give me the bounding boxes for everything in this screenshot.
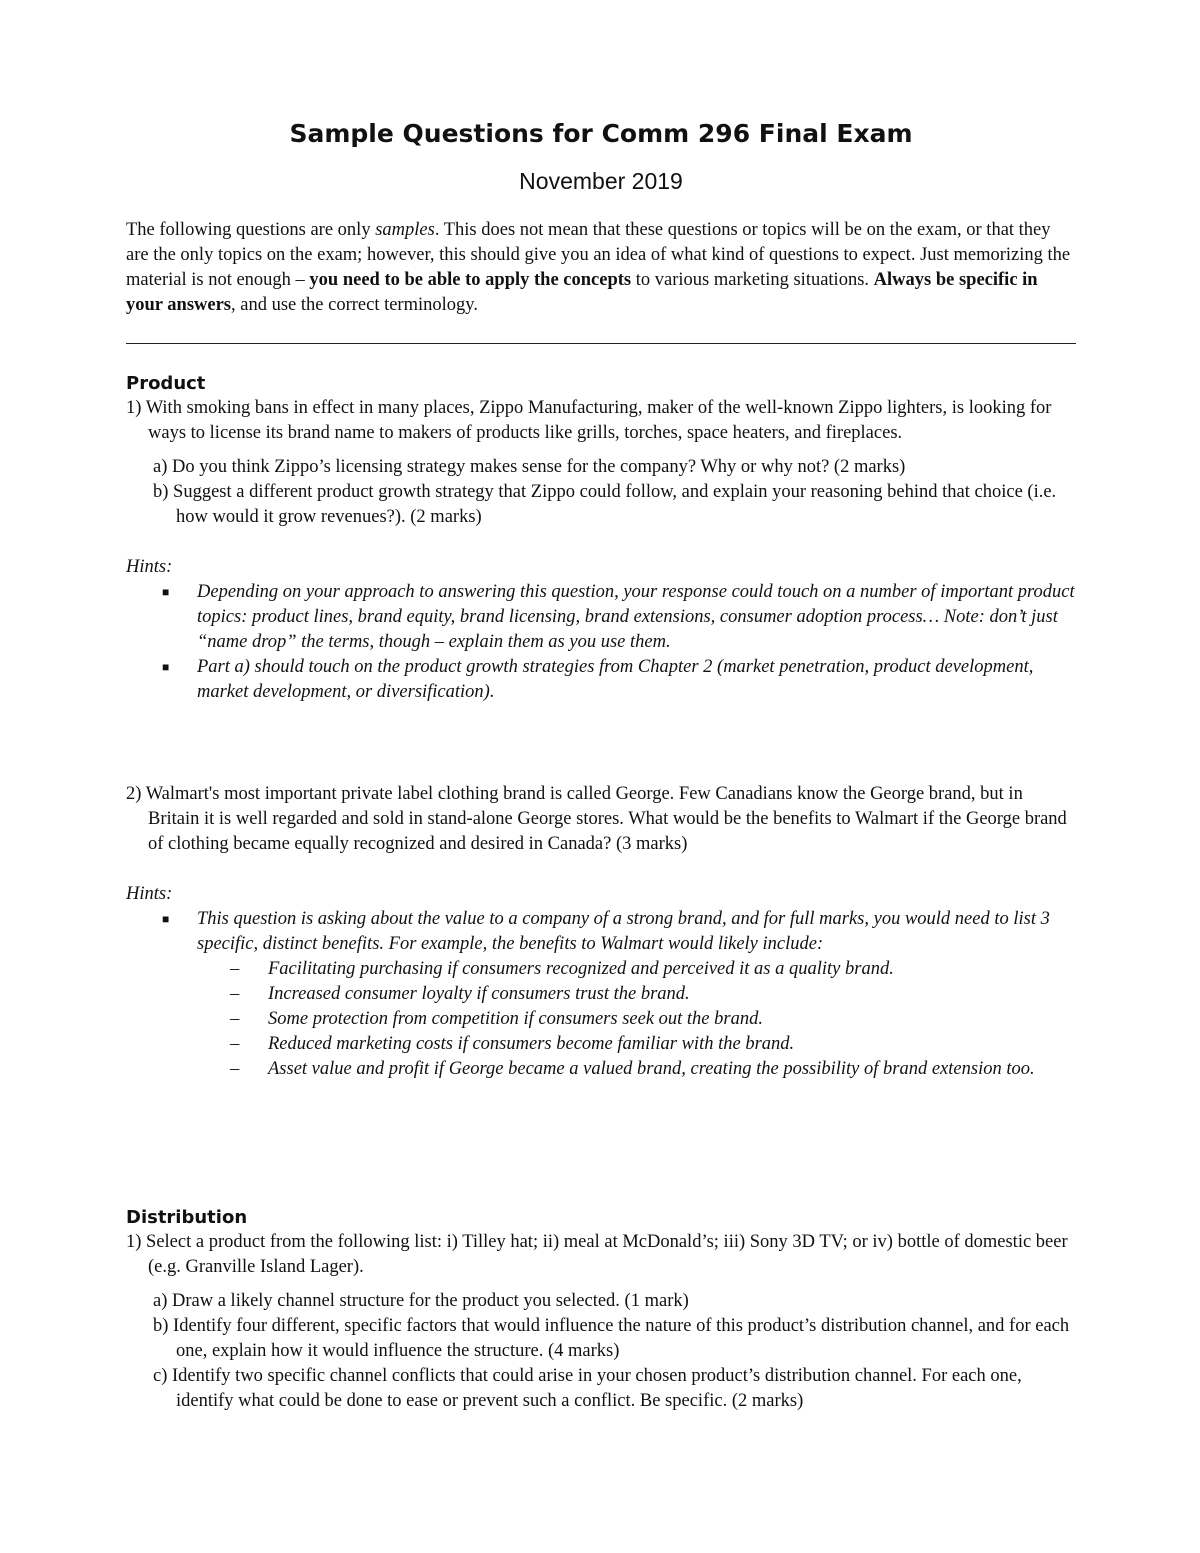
bullet-icon: ■	[162, 660, 170, 674]
benefits-list	[126, 957, 1076, 1082]
bullet-icon: ■	[162, 912, 170, 926]
hint-text: Depending on your approach to answering this question, your response could touch on a number of important product topics: product lines, brand equity, brand licensing, brand extensions, consumer adoption process… Note: don’t just “name drop” the terms, though – explain them as you use them.	[197, 582, 1075, 652]
benefit-item	[126, 957, 1076, 982]
benefit-text: Facilitating purchasing if consumers recognized and perceived it as a quality brand.	[268, 959, 894, 979]
section-heading-distribution: Distribution	[126, 1207, 248, 1228]
benefit-item	[126, 1007, 1076, 1032]
product-question-2-block	[126, 782, 1076, 1082]
hint-item	[126, 580, 1076, 655]
document-date: November 2019	[519, 168, 683, 194]
distribution-section	[126, 1205, 1076, 1414]
benefit-text: Increased consumer loyalty if consumers trust the brand.	[268, 984, 690, 1004]
benefit-item	[126, 1032, 1076, 1057]
dash-icon: –	[230, 1059, 240, 1079]
intro-text: The following questions are only	[126, 220, 376, 240]
hint-text: This question is asking about the value to a company of a strong brand, and for full marks, you would need to list 3 specific, distinct benefits. For example, the benefits to Walmart would likely include:	[197, 909, 1050, 954]
dash-icon: –	[230, 959, 240, 979]
hints-label: Hints:	[126, 884, 173, 904]
benefit-item	[126, 1057, 1076, 1082]
intro-bold: Always be specific in your answers	[126, 270, 1038, 315]
dash-icon: –	[230, 984, 240, 1004]
product-question-1b: b) Suggest a different product growth strategy that Zippo could follow, and explain your reasoning behind that choice (i.e. how would it grow revenues?). (2 marks)	[153, 482, 1057, 527]
benefit-text: Asset value and profit if George became a valued brand, creating the possibility of brand extension too.	[268, 1059, 1035, 1079]
dash-icon: –	[230, 1034, 240, 1054]
distribution-question-1: 1) Select a product from the following list: i) Tilley hat; ii) meal at McDonald’s; iii) Sony 3D TV; or iv) bottle of domestic beer (e.g. Granville Island Lager).	[126, 1232, 1068, 1277]
product-question-1: 1) With smoking bans in effect in many places, Zippo Manufacturing, maker of the well-known Zippo lighters, is looking for ways to license its brand name to makers of products like grills, torches, space heaters, and fireplaces.	[126, 398, 1052, 443]
section-heading-product: Product	[126, 373, 206, 394]
intro-bold: you need to be able to apply the concepts	[309, 270, 632, 290]
distribution-question-1c: c) Identify two specific channel conflicts that could arise in your chosen product’s distribution channel. For each one, identify what could be done to ease or prevent such a conflict. Be specific. (2 marks)	[153, 1366, 1022, 1411]
intro-text: . This does not mean that these questions or topics will be on the exam, or that they are the only topics on the exam; however, this should give you an idea of what kind of questions to expect. Just memorizing the material is not enough –	[126, 220, 1071, 290]
product-section	[126, 371, 1076, 705]
product-question-2: 2) Walmart's most important private label clothing brand is called George. Few Canadians know the George brand, but in Britain it is well regarded and sold in stand-alone George stores. What would be the benefits to Walmart if the George brand of clothing became equally recognized and desired in Canada? (3 marks)	[126, 784, 1067, 854]
hints-list	[126, 907, 1076, 957]
intro-paragraph	[126, 218, 1076, 318]
dash-icon: –	[230, 1009, 240, 1029]
intro-text: , and use the correct terminology.	[231, 295, 478, 315]
hints-list	[126, 580, 1076, 705]
benefit-text: Reduced marketing costs if consumers become familiar with the brand.	[268, 1034, 795, 1054]
bullet-icon: ■	[162, 585, 170, 599]
benefit-text: Some protection from competition if consumers seek out the brand.	[268, 1009, 763, 1029]
section-divider	[126, 343, 1076, 344]
intro-text: to various marketing situations.	[631, 270, 874, 290]
distribution-question-1b: b) Identify four different, specific factors that would influence the nature of this product’s distribution channel, and for each one, explain how it would influence the structure. (4 marks)	[153, 1316, 1070, 1361]
hint-item	[126, 907, 1076, 957]
hint-text: Part a) should touch on the product growth strategies from Chapter 2 (market penetration, product development, market development, or diversification).	[197, 657, 1034, 702]
benefit-item	[126, 982, 1076, 1007]
hints-label: Hints:	[126, 557, 173, 577]
hint-item	[126, 655, 1076, 705]
distribution-question-1a: a) Draw a likely channel structure for the product you selected. (1 mark)	[153, 1291, 689, 1311]
product-question-1a: a) Do you think Zippo’s licensing strategy makes sense for the company? Why or why not? (2 marks)	[153, 457, 906, 477]
document-title: Sample Questions for Comm 296 Final Exam	[289, 119, 913, 148]
intro-emphasis: samples	[375, 220, 435, 240]
